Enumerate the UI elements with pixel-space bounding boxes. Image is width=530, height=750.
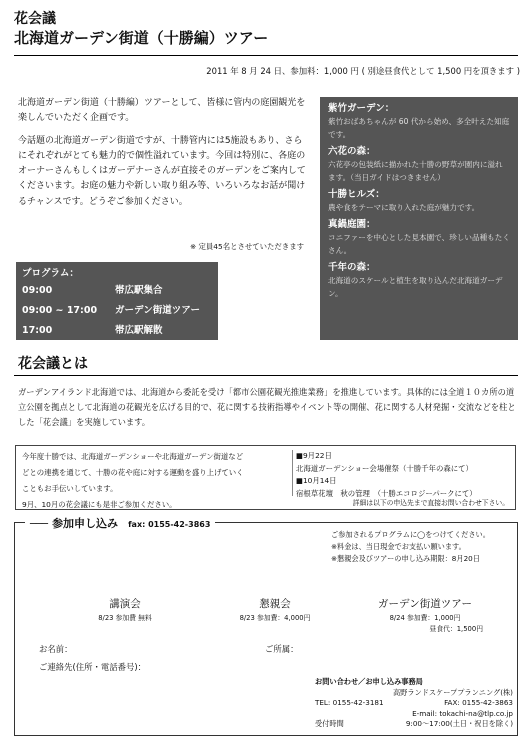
- org-name: 花会議: [14, 11, 56, 27]
- garden-desc: 北海道のスケールと植生を取り込んだ北海道ガーデン。: [328, 276, 503, 298]
- phone-fax-row: [315, 698, 513, 709]
- application-form: [14, 517, 518, 736]
- program-time: 09:00 ~ 17:00: [22, 305, 98, 316]
- notice-left: [22, 449, 287, 513]
- header: [14, 10, 518, 48]
- notice-event-date: ■9月22日: [296, 451, 332, 460]
- email-address[interactable]: E-mail: tokachi-na@tlp.co.jp: [412, 708, 513, 718]
- event-name: 懇親会: [259, 598, 291, 610]
- event-detail: 8/23 参加費：4,000円: [239, 614, 311, 622]
- notice-footer: 詳細は以下の申込先まで直接お問い合わせ下さい。: [352, 499, 509, 507]
- garden-name: 千年の森：: [328, 262, 376, 273]
- garden-name: 真鍋庭園：: [328, 219, 376, 230]
- garden-desc: コニファーを中心とした見本園で、珍しい品種もたくさん。: [328, 233, 510, 255]
- capacity-note: ※ 定員45名とさせていただきます: [189, 242, 304, 251]
- phone-number: TEL: 0155-42-3181: [315, 698, 384, 707]
- header-divider: [14, 55, 518, 56]
- form-note: ※懇親会及びツアーの申し込み期限：8月20日: [331, 554, 480, 563]
- event-meta: 2011 年 8 月 24 日、参加料：1,000 円 ( 別途昼食代として 1,500 円を頂きます ): [206, 66, 520, 76]
- program-time: 09:00: [22, 285, 53, 296]
- program-box: [16, 262, 218, 340]
- contact-info-field[interactable]: ご連絡先(住所・電話番号)：: [39, 662, 147, 672]
- form-note: ご参加されるプログラムに◯をつけてください。: [331, 530, 490, 539]
- about-divider: [14, 375, 518, 376]
- notice-line: 今年度十勝では、北海道ガーデンショーや北海道ガーデン街道など: [22, 452, 244, 461]
- form-notes: [331, 529, 515, 565]
- garden-name: 十勝ヒルズ：: [328, 189, 385, 200]
- program-label: 帯広駅集合: [115, 285, 163, 296]
- event-option-lecture[interactable]: [55, 597, 195, 635]
- hours-row: [315, 719, 513, 730]
- company-name: 高野ランドスケーププランニング(株): [392, 687, 513, 697]
- intro-paragraph-2: 今話題の北海道ガーデン街道ですが、十勝管内には5施設もあり、さらにそれぞれがとても魅力的で個性溢れています。今回は特別に、各庭のオーナーさんもしくはガーデナーさんが直接そのガーデンをご案内してくださいます。お庭の魅力や新しい取り組み等、いろいろなお話が聞けるチャンスです。どうぞご参加ください。: [18, 135, 306, 207]
- form-note: ※料金は、当日現金でお支払い願います。: [331, 542, 466, 551]
- page-title: 北海道ガーデン街道（十勝編）ツアー: [14, 29, 269, 47]
- gardens-box: [320, 97, 518, 340]
- form-fax: fax: 0155-42-3863: [128, 520, 211, 529]
- notice-right: [296, 450, 511, 500]
- event-name: ガーデン街道ツアー: [378, 598, 472, 610]
- event-lunch-fee: 昼食代：1,500円: [429, 625, 483, 633]
- hours-value: 9:00～17:00(土日・祝日を除く): [405, 719, 513, 728]
- garden-desc: 紫竹おばあちゃんが 60 代から始め、多全叶えた知庭です。: [328, 117, 510, 139]
- notice-event: 北海道ガーデンショー会場催祭（十勝千年の森にて）: [296, 463, 473, 473]
- program-label: 帯広駅解散: [115, 325, 163, 336]
- notice-box: [15, 445, 516, 510]
- notice-line: 9月、10月の花会議にも是非ご参加ください。: [22, 500, 177, 509]
- garden-desc: 農や食をテーマに取り入れた庭が魅力です。: [328, 203, 480, 212]
- notice-line: どとの連携を通じて、十勝の花や庭に対する運動を盛り上げていく: [22, 468, 244, 477]
- about-body: ガーデンアイランド北海道では、北海道から委託を受け「都市公園花観光推進業務」を推進しています。具体的には全道１０カ所の道立公園を拠点として北海道の花観光を広げる目的で、花に関する技術指導やイベント等の開催、花に関する人材発掘・交流などを柱とした「花会議」を実施しています。: [18, 387, 516, 427]
- name-field[interactable]: お名前：: [39, 644, 73, 654]
- garden-desc: 六花亭の包装紙に描かれた十勝の野草が園内に溢れます。（当日ガイドはつきません）: [328, 160, 503, 182]
- hours-label: 受付時間: [315, 719, 344, 728]
- notice-line: こともお手伝いしています。: [22, 484, 118, 493]
- program-row: [22, 301, 212, 321]
- notice-divider: [292, 450, 293, 496]
- form-title-bar: [25, 515, 215, 531]
- form-title: 参加申し込み: [52, 517, 119, 530]
- program-row: [22, 321, 212, 341]
- contact-office: [315, 677, 513, 730]
- form-title-dash: ───: [30, 519, 49, 530]
- notice-event-date: ■10月14日: [296, 476, 337, 485]
- program-heading: プログラム：: [22, 268, 79, 279]
- intro-paragraph-1: 北海道ガーデン街道（十勝編）ツアーとして、皆様に管内の庭園観光を楽しんでいただく企画です。: [18, 98, 306, 124]
- event-detail: 8/24 参加費：1,000円: [389, 614, 461, 622]
- affiliation-field[interactable]: ご所属：: [265, 644, 299, 654]
- notice-event: 宿根草花壇 秋の管理 （十勝エコロジーパークにて）: [296, 488, 477, 498]
- event-option-party[interactable]: [205, 597, 345, 635]
- event-name: 講演会: [109, 598, 141, 610]
- event-options: [55, 597, 495, 635]
- garden-name: 六花の森：: [328, 146, 376, 157]
- program-label: ガーデン街道ツアー: [115, 305, 201, 316]
- program-time: 17:00: [22, 325, 53, 336]
- about-title: 花会議とは: [18, 356, 88, 372]
- fax-number: FAX: 0155-42-3863: [444, 698, 513, 707]
- garden-name: 紫竹ガーデン：: [328, 103, 395, 114]
- event-detail: 8/23 参加費 無料: [98, 614, 152, 622]
- intro: [18, 96, 308, 217]
- contact-heading: お問い合わせ／お申し込み事務局: [315, 677, 423, 686]
- event-option-tour[interactable]: [355, 597, 495, 635]
- program-row: [22, 281, 212, 301]
